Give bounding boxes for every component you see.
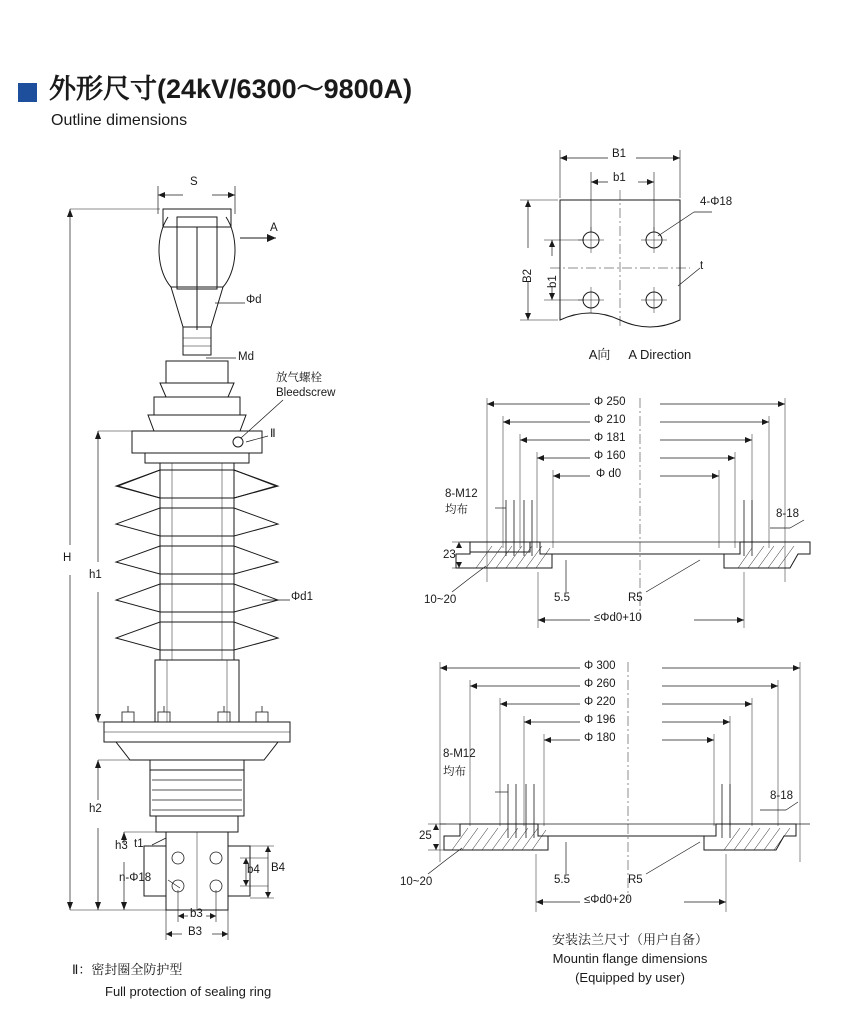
dim-phi181: Φ 181 — [594, 432, 626, 444]
dim-phi250: Φ 250 — [594, 396, 626, 408]
label-bleedscrew-en: Bleedscrew — [276, 387, 336, 399]
dim-phi220: Φ 220 — [584, 696, 616, 708]
label-8-m12-250: 8-M12 — [445, 488, 478, 500]
mounting-flange-caption-en2: (Equipped by user) — [575, 970, 685, 985]
a-direction-caption-cn: A向 — [588, 347, 611, 362]
label-b3-small: b3 — [190, 908, 203, 920]
label-h3: h3 — [115, 840, 128, 852]
label-a-arrow: A — [270, 222, 278, 234]
dim-phi260: Φ 260 — [584, 678, 616, 690]
label-b4-big: B4 — [271, 862, 286, 874]
dim-phi196: Φ 196 — [584, 714, 616, 726]
footnote-cn: Ⅱ：密封圈全防护型 — [72, 962, 183, 977]
label-25: 25 — [419, 830, 432, 842]
label-s: S — [190, 176, 198, 188]
a-direction-caption-en: A Direction — [628, 347, 692, 362]
dim-le-phid0-20: ≤Φd0+20 — [584, 894, 632, 906]
label-10-20-300: 10~20 — [400, 876, 433, 888]
label-junbu-300: 均布 — [443, 766, 466, 778]
dim-phi-d0: Φ d0 — [596, 468, 622, 480]
mounting-flange-caption — [470, 930, 790, 987]
label-h2: h2 — [89, 803, 102, 815]
label-h1: h1 — [89, 569, 102, 581]
label-h: H — [63, 552, 72, 564]
label-5p5-300: 5.5 — [554, 874, 570, 886]
label-b3-big: B3 — [188, 926, 203, 938]
label-8-m12-300: 8-M12 — [443, 748, 476, 760]
label-4-phi18: 4-Φ18 — [700, 196, 733, 208]
label-bleedscrew-cn: 放气螺栓 — [276, 372, 322, 384]
label-b1-small: b1 — [613, 172, 626, 184]
dim-phi300: Φ 300 — [584, 660, 616, 672]
page-title-cn: 外形尺寸(24kV/6300～9800A) — [49, 74, 413, 104]
label-md: Md — [238, 351, 254, 363]
label-junbu-250: 均布 — [445, 504, 468, 516]
label-8-18-250: 8-18 — [776, 508, 800, 520]
label-t: t — [700, 260, 704, 272]
label-b4-small: b4 — [247, 864, 260, 876]
dim-phi180: Φ 180 — [584, 732, 616, 744]
label-5p5-250: 5.5 — [554, 592, 570, 604]
dim-phi160: Φ 160 — [594, 450, 626, 462]
label-b2-small: b1 — [547, 275, 559, 288]
label-8-18-300: 8-18 — [770, 790, 794, 802]
label-r5-300: R5 — [628, 874, 643, 886]
label-r5-250: R5 — [628, 592, 643, 604]
label-phi-d: Φd — [246, 294, 262, 306]
label-10-20-250: 10~20 — [424, 594, 457, 606]
label-t1: t1 — [134, 838, 144, 850]
label-23: 23 — [443, 549, 456, 561]
label-detail-mark-ii: Ⅱ — [270, 428, 276, 440]
page-title-en: Outline dimensions — [51, 112, 188, 129]
footnote-en: Full protection of sealing ring — [105, 984, 272, 999]
mounting-flange-caption-cn: 安装法兰尺寸（用户自备） — [551, 932, 708, 947]
label-phi-d1: Φd1 — [291, 591, 313, 603]
label-b2-big: B2 — [522, 268, 534, 283]
dim-phi210: Φ 210 — [594, 414, 626, 426]
dim-le-phid0-10: ≤Φd0+10 — [594, 612, 642, 624]
label-n-phi18: n-Φ18 — [119, 872, 152, 884]
mounting-flange-caption-en1: Mountin flange dimensions — [552, 951, 708, 966]
label-b1-big: B1 — [612, 148, 627, 160]
